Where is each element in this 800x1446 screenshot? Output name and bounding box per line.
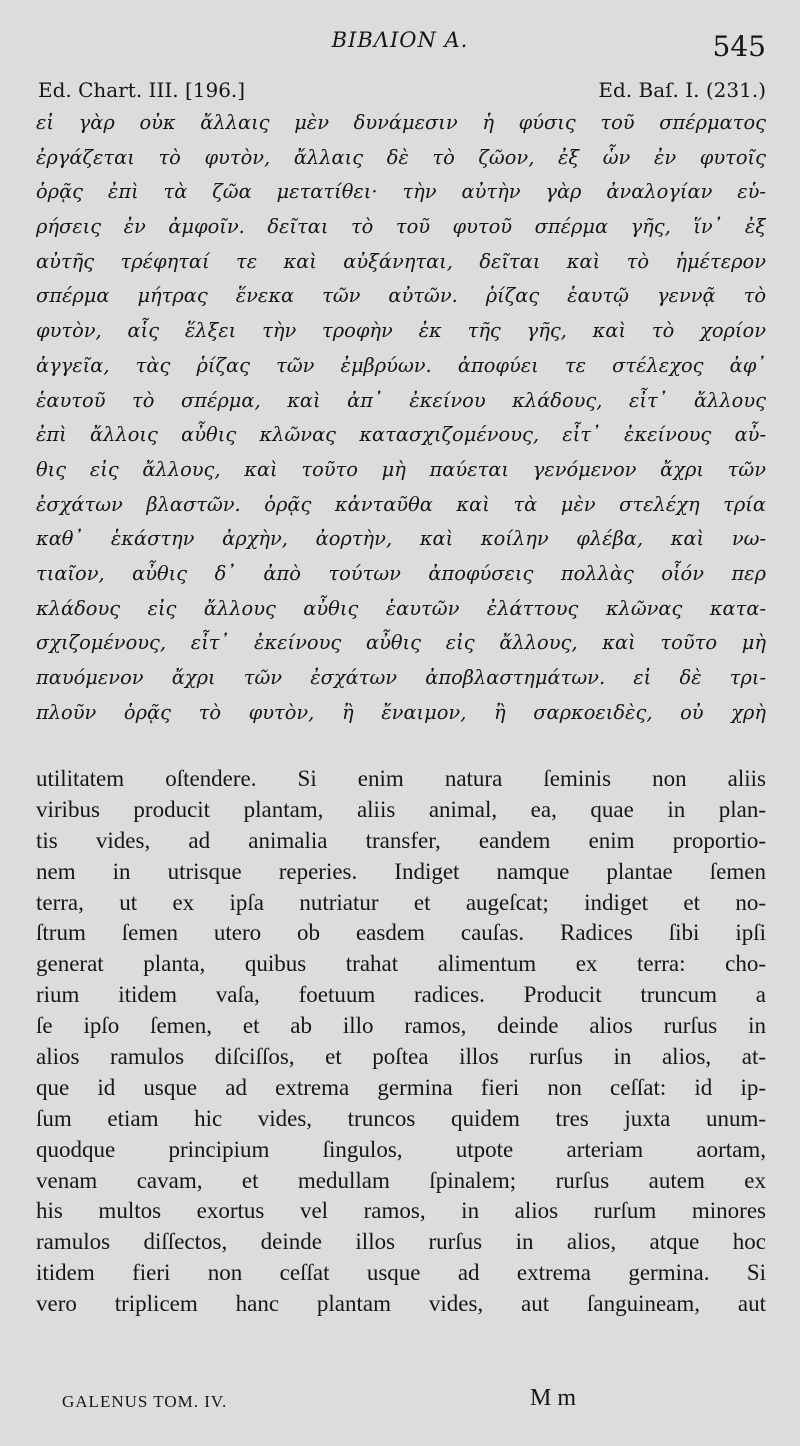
latin-text-line: ſum etiam hic vides, truncos quidem tres juxta unum- <box>36 1105 766 1131</box>
latin-text-line: venam cavam, et medullam ſpinalem; rurſus autem ex <box>36 1167 766 1193</box>
latin-text-line: rium itidem vaſa, foetuum radices. Producit truncum a <box>36 982 766 1008</box>
latin-text-line: terra, ut ex ipſa nutriatur et augeſcat; indiget et no- <box>36 889 766 915</box>
latin-text-line: ramulos diſſectos, deinde illos rurſus in alios, atque hoc <box>36 1229 766 1255</box>
latin-text-line: ſtrum ſemen utero ob easdem cauſas. Radices ſibi ipſi <box>36 920 766 946</box>
latin-text-line: que id usque ad extrema germina fieri non ceſſat: id ip- <box>36 1074 766 1100</box>
greek-text-line: σπέρμα μήτρας ἕνεκα τῶν αὐτῶν. ῥίζας ἑαυτῷ γεννᾷ τὸ <box>36 284 766 308</box>
latin-text-line: alios ramulos diſciſſos, et poſtea illos rurſus in alios, at- <box>36 1044 766 1070</box>
edition-reference-right: Ed. Baſ. I. (231.) <box>598 78 766 102</box>
latin-text-line: viribus producit plantam, aliis animal, ea, quae in plan- <box>36 796 766 822</box>
volume-footer: GALENUS TOM. IV. <box>62 1392 228 1411</box>
greek-text-line: ἀγγεῖα, τὰς ῥίζας τῶν ἐμβρύων. ἀποφύει τε στέλεχος ἀφ᾽ <box>36 353 766 377</box>
running-title: BIBΛION A. <box>331 28 469 52</box>
page-number: 545 <box>712 30 766 63</box>
greek-text-line: καθ᾽ ἑκάστην ἀρχὴν, ἀορτὴν, καὶ κοίλην φλέβα, καὶ νω- <box>36 527 766 551</box>
greek-text-line: ἐσχάτων βλαστῶν. ὁρᾷς κἀνταῦθα καὶ τὰ μὲν στελέχη τρία <box>36 492 766 516</box>
greek-text-line: αὐτῆς τρέφηταί τε καὶ αὐξάνηται, δεῖται καὶ τὸ ἡμέτερον <box>36 249 766 273</box>
latin-text-line: nem in utrisque reperies. Indiget namque plantae ſemen <box>36 858 766 884</box>
latin-text-line: itidem fieri non ceſſat usque ad extrema germina. Si <box>36 1260 766 1286</box>
greek-text-line: σχιζομένους, εἶτ᾽ ἐκείνους αὖθις εἰς ἄλλους, καὶ τοῦτο μὴ <box>36 631 766 655</box>
latin-text-line: utilitatem oſtendere. Si enim natura ſeminis non aliis <box>36 766 766 791</box>
latin-text-line: his multos exortus vel ramos, in alios rurſum minores <box>36 1198 766 1224</box>
greek-text-line: κλάδους εἰς ἄλλους αὖθις ἑαυτῶν ἐλάττους κλῶνας κατα- <box>36 596 766 620</box>
greek-text-line: ἑαυτοῦ τὸ σπέρμα, καὶ ἀπ᾽ ἐκείνου κλάδους, εἶτ᾽ ἄλλους <box>36 388 766 412</box>
greek-text-line: ὁρᾷς ἐπὶ τὰ ζῶα μετατίθει· τὴν αὐτὴν γὰρ ἀναλογίαν εὑ- <box>36 180 766 204</box>
greek-text-line: παυόμενον ἄχρι τῶν ἐσχάτων ἀποβλαστημάτων. εἰ δὲ τρι- <box>36 666 766 689</box>
greek-text-line: εἰ γὰρ οὐκ ἄλλαις μὲν δυνάμεσιν ἡ φύσις τοῦ σπέρματος <box>36 111 766 134</box>
latin-text-line: generat planta, quibus trahat alimentum ex terra: cho- <box>36 951 766 977</box>
greek-text-line: ἐργάζεται τὸ φυτὸν, ἄλλαις δὲ τὸ ζῶον, ἐξ ὧν ἐν φυτοῖς <box>36 145 766 169</box>
latin-text-line: tis vides, ad animalia transfer, eandem enim proportio- <box>36 827 766 853</box>
edition-reference-left: Ed. Chart. III. [196.] <box>38 78 246 102</box>
latin-text-line: quodque principium ſingulos, utpote arteriam aortam, <box>36 1136 766 1162</box>
greek-text-line: ἐπὶ ἄλλοις αὖθις κλῶνας κατασχιζομένους, εἶτ᾽ ἐκείνους αὖ- <box>36 423 766 447</box>
greek-text-line: πλοῦν ὁρᾷς τὸ φυτὸν, ἢ ἔναιμον, ἢ σαρκοειδὲς, οὐ χρὴ <box>36 700 766 724</box>
greek-text-line: ρήσεις ἐν ἀμφοῖν. δεῖται τὸ τοῦ φυτοῦ σπέρμα γῆς, ἵν᾽ ἐξ <box>36 215 766 239</box>
greek-text-block <box>36 106 766 730</box>
latin-text-line: ſe ipſo ſemen, et ab illo ramos, deinde alios rurſus in <box>36 1013 766 1039</box>
latin-text-block <box>36 764 766 1320</box>
greek-text-line: θις εἰς ἄλλους, καὶ τοῦτο μὴ παύεται γενόμενον ἄχρι τῶν <box>36 457 766 481</box>
greek-text-line: φυτὸν, αἷς ἕλξει τὴν τροφὴν ἐκ τῆς γῆς, καὶ τὸ χορίον <box>36 319 766 343</box>
greek-text-line: τιαῖον, αὖθις δ᾽ ἀπὸ τούτων ἀποφύσεις πολλὰς οἷόν περ <box>36 561 766 585</box>
latin-text-line: vero triplicem hanc plantam vides, aut ſanguineam, aut <box>36 1291 766 1317</box>
signature-mark: M m <box>530 1385 577 1411</box>
